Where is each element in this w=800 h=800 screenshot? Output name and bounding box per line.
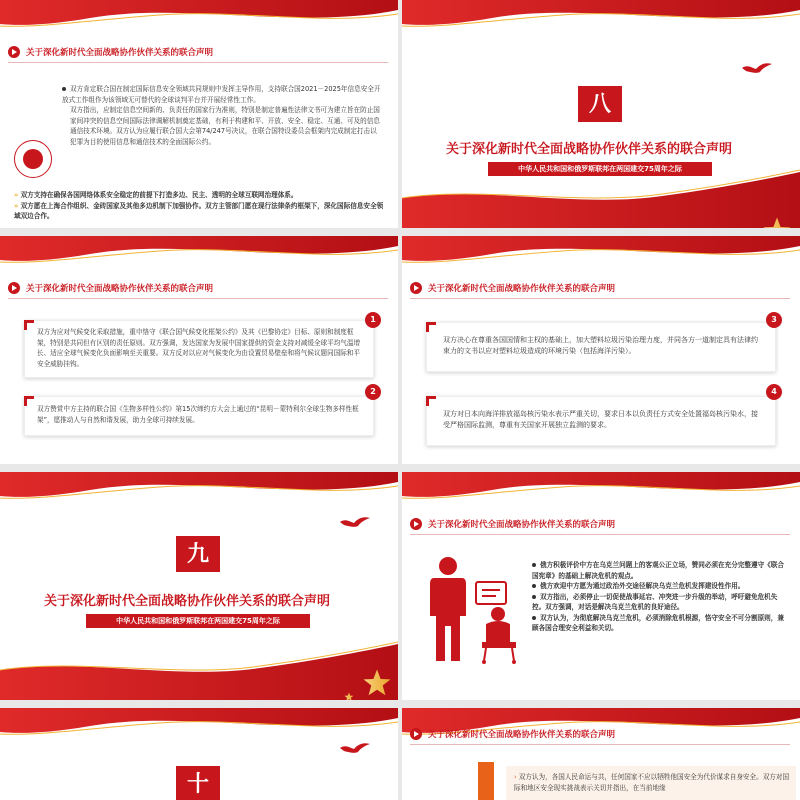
bullet-item-1-text: 双方支持在确保各国网络体系安全稳定的前提下打造多边、民主、透明的全球互联网治理体系。 — [20, 191, 298, 199]
play-icon — [410, 728, 422, 740]
bullet-dot — [62, 87, 66, 91]
stance-item — [532, 613, 786, 634]
stance-item-text: 双方指出，必须停止一切促使战事延宕、冲突进一步升级的举动，呼吁避免危机失控。双方强调，对话是解决乌克兰危机的良好途径。 — [532, 592, 778, 611]
header-title: 关于深化新时代全面战略协作伙伴关系的联合声明 — [26, 284, 214, 294]
red-wave-top — [0, 708, 398, 742]
slide-3[interactable] — [0, 236, 398, 464]
slide-7[interactable] — [0, 708, 398, 800]
red-wave-top — [402, 236, 800, 270]
header-divider — [8, 62, 388, 63]
slide-4[interactable] — [402, 236, 800, 464]
red-wave-top — [402, 0, 800, 34]
meeting-illustration-icon — [426, 556, 526, 666]
dove-icon — [340, 742, 370, 756]
chevron-icon: » — [14, 201, 21, 210]
section-number: 十 — [176, 766, 220, 800]
cover-subtitle: 中华人民共和国和俄罗斯联邦在两国建交75周年之际 — [488, 162, 712, 176]
bullet-dot — [532, 584, 536, 588]
slide-5[interactable] — [0, 472, 398, 700]
play-icon — [410, 282, 422, 294]
red-wave-bottom — [402, 168, 800, 228]
slide-1[interactable] — [0, 0, 398, 228]
card-3-number: 3 — [766, 312, 782, 328]
stance-item-text: 双方认为，为彻底解决乌克兰危机，必须消除危机根源，恪守安全不可分割原则，兼顾各国合理安全利益和关切。 — [532, 613, 784, 632]
star-icon — [762, 216, 792, 228]
paragraph-2: 双方指出，应制定信息空间新的、负责任的国家行为准则，特别是制定普遍性法律文书可为建立旨在防止国家间冲突的信息空间国际法律调解机制奠定基础，有利于构建和平、开放、安全、稳定、互通、可及的信息通信技术环境。双方认为应履行联合国大会第74/247号决议，在联合国特设委员会框架内完成制定打击以犯罪为目的使用信息和通信技术的全面国际公约。 — [70, 106, 380, 146]
slide-6[interactable] — [402, 472, 800, 700]
bullet-item-2-text: 双方愿在上海合作组织、金砖国家及其他多边机制下加强协作。双方主管部门愿在现行法律条约框架下，深化国际信息安全领域双边合作。 — [14, 201, 384, 220]
chevron-icon: › — [514, 773, 519, 781]
play-icon — [8, 46, 20, 58]
red-wave-top — [0, 472, 398, 506]
stance-item — [532, 560, 786, 581]
paragraph-1-text: 双方肯定联合国在制定国际信息安全领域共同规则中发挥主导作用，支持联合国2021－2025年信息安全开放式工作组作为该领域无可替代的全球谈判平台并开展经常性工作。 — [62, 85, 381, 104]
accent-bar — [478, 762, 494, 800]
card-4 — [426, 396, 776, 446]
card-corner — [24, 320, 34, 330]
dove-icon — [742, 62, 772, 76]
bullet-dot — [532, 595, 536, 599]
section-number: 八 — [578, 86, 622, 122]
red-wave-top — [0, 236, 398, 270]
card-1-number: 1 — [365, 312, 381, 328]
red-wave-bottom — [0, 640, 398, 700]
bullet-item-1 — [14, 190, 384, 201]
decor-dot — [23, 149, 43, 169]
text-card-text: 双方认为，各国人民命运与共，任何国家不应以牺牲他国安全为代价谋求自身安全。双方对国际和地区安全现实挑战表示关切并指出，在当前地缘 — [514, 773, 790, 792]
cover-subtitle: 中华人民共和国和俄罗斯联邦在两国建交75周年之际 — [86, 614, 310, 628]
card-3-text: 双方决心在尊重各国国情和主权的基础上，加大塑料垃圾污染治理力度，并同各方一道制定具有法律约束力的文书以应对塑料垃圾造成的环境污染（包括海洋污染）。 — [443, 336, 758, 355]
stance-item-text: 俄方积极评价中方在乌克兰问题上的客观公正立场，赞同必须在充分完整遵守《联合国宪章》的基础上解决危机的观点。 — [532, 561, 784, 580]
card-4-text: 双方对日本向海洋排放福岛核污染水表示严重关切，要求日本以负责任方式安全处置福岛核污染水，接受严格国际监测，尊重有关国家开展独立监测的要求。 — [443, 410, 758, 429]
section-header — [410, 518, 615, 530]
card-4-number: 4 — [766, 384, 782, 400]
star-icon-small — [344, 692, 354, 700]
play-icon — [8, 282, 20, 294]
bullet-dot — [532, 616, 536, 620]
header-title: 关于深化新时代全面战略协作伙伴关系的联合声明 — [428, 730, 616, 740]
header-divider — [8, 298, 388, 299]
bullet-dot — [532, 563, 536, 567]
stance-list — [532, 560, 786, 634]
section-header — [8, 282, 213, 294]
red-wave-top — [402, 472, 800, 506]
paragraph-1 — [62, 84, 382, 105]
slide-2[interactable] — [402, 0, 800, 228]
section-header — [410, 282, 615, 294]
red-wave-top — [0, 0, 398, 34]
card-2 — [24, 396, 374, 436]
card-3 — [426, 322, 776, 372]
bullet-list — [14, 190, 384, 222]
decor-ring — [14, 140, 52, 178]
play-icon — [410, 518, 422, 530]
header-title: 关于深化新时代全面战略协作伙伴关系的联合声明 — [26, 48, 214, 58]
header-divider — [410, 298, 790, 299]
cover-title: 关于深化新时代全面战略协作伙伴关系的联合声明 — [446, 142, 733, 157]
card-1 — [24, 320, 374, 378]
card-2-text: 双方赞赏中方主持的联合国《生物多样性公约》第15次缔约方大会上通过的“昆明－蒙特利尔全球生物多样性框架”，愿推动人与自然和谐发展，助力全球可持续发展。 — [37, 405, 359, 424]
card-1-text: 双方为应对气候变化采取措施，重申恪守《联合国气候变化框架公约》及其《巴黎协定》目标、原则和制度框架，特别是共同但有区别的责任原则。双方强调，发达国家为发展中国家提供的资金支持对减缓全球平均气温增长、适应全球气候变化负面影响至关重要。双方反对以应对气候变化为由设置贸易壁垒和将气候议题同国际和平安全威胁挂钩。 — [37, 328, 361, 368]
header-divider — [410, 534, 790, 535]
stance-item — [532, 581, 786, 592]
bullet-item-2 — [14, 201, 384, 222]
text-card-content — [514, 772, 790, 793]
dove-icon — [340, 516, 370, 530]
stance-item-text: 俄方欢迎中方愿为通过政治外交途径解决乌克兰危机发挥建设性作用。 — [540, 582, 745, 590]
section-header — [410, 728, 615, 740]
card-corner — [24, 396, 34, 406]
section-header — [8, 46, 213, 58]
card-corner — [426, 322, 436, 332]
card-2-number: 2 — [365, 384, 381, 400]
section-number: 九 — [176, 536, 220, 572]
slide-8[interactable] — [402, 708, 800, 800]
header-title: 关于深化新时代全面战略协作伙伴关系的联合声明 — [428, 520, 616, 530]
paragraph-block — [62, 84, 382, 147]
cover-title: 关于深化新时代全面战略协作伙伴关系的联合声明 — [44, 594, 331, 609]
header-title: 关于深化新时代全面战略协作伙伴关系的联合声明 — [428, 284, 616, 294]
star-icon — [362, 668, 392, 698]
header-divider — [410, 744, 790, 745]
chevron-icon: » — [14, 191, 21, 199]
card-corner — [426, 396, 436, 406]
stance-item — [532, 592, 786, 613]
text-card — [506, 766, 796, 800]
